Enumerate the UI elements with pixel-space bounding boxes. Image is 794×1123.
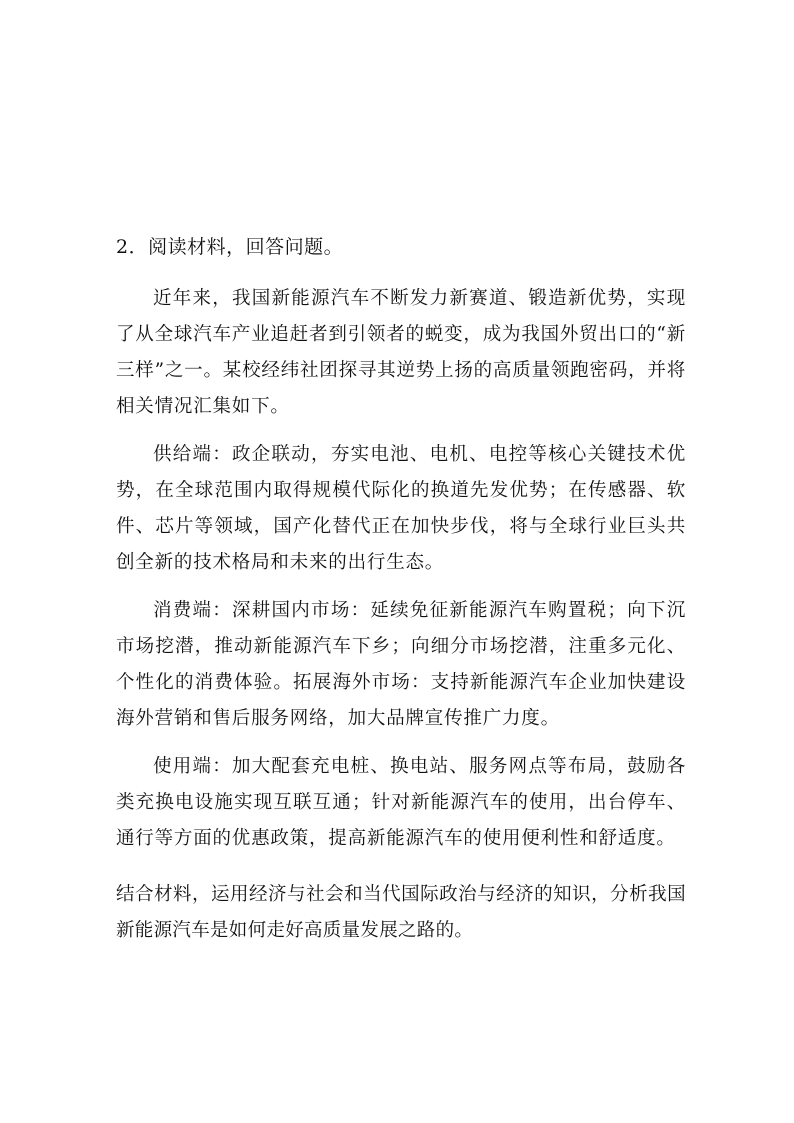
question-number-title: 2．阅读材料，回答问题。 [116, 236, 344, 258]
material-supply-paragraph: 供给端：政企联动，夯实电池、电机、电控等核心关键技术优势，在全球范围内取得规模代际化的换道先发优势；在传感器、软件、芯片等领域，国产化替代正在加快步伐，将与全球行业巨头共创全新的技术格局和未来的出行生态。 [116, 444, 686, 573]
material-intro-paragraph: 近年来，我国新能源汽车不断发力新赛道、锻造新优势，实现了从全球汽车产业追赶者到引领者的蜕变，成为我国外贸出口的“新三样”之一。某校经纬社团探寻其逆势上扬的高质量领跑密码，并将相关情况汇集如下。 [116, 288, 686, 417]
material-usage-paragraph: 使用端：加大配套充电桩、换电站、服务网点等布局，鼓励各类充换电设施实现互联互通；针对新能源汽车的使用，出台停车、通行等方面的优惠政策，提高新能源汽车的使用便利性和舒适度。 [116, 756, 686, 849]
question-prompt: 结合材料，运用经济与社会和当代国际政治与经济的知识，分析我国新能源汽车是如何走好高质量发展之路的。 [116, 884, 686, 941]
material-consumption-paragraph: 消费端：深耕国内市场：延续免征新能源汽车购置税；向下沉市场挖潜，推动新能源汽车下乡；向细分市场挖潜，注重多元化、个性化的消费体验。拓展海外市场：支持新能源汽车企业加快建设海外营销和售后服务网络，加大品牌宣传推广力度。 [116, 600, 686, 729]
